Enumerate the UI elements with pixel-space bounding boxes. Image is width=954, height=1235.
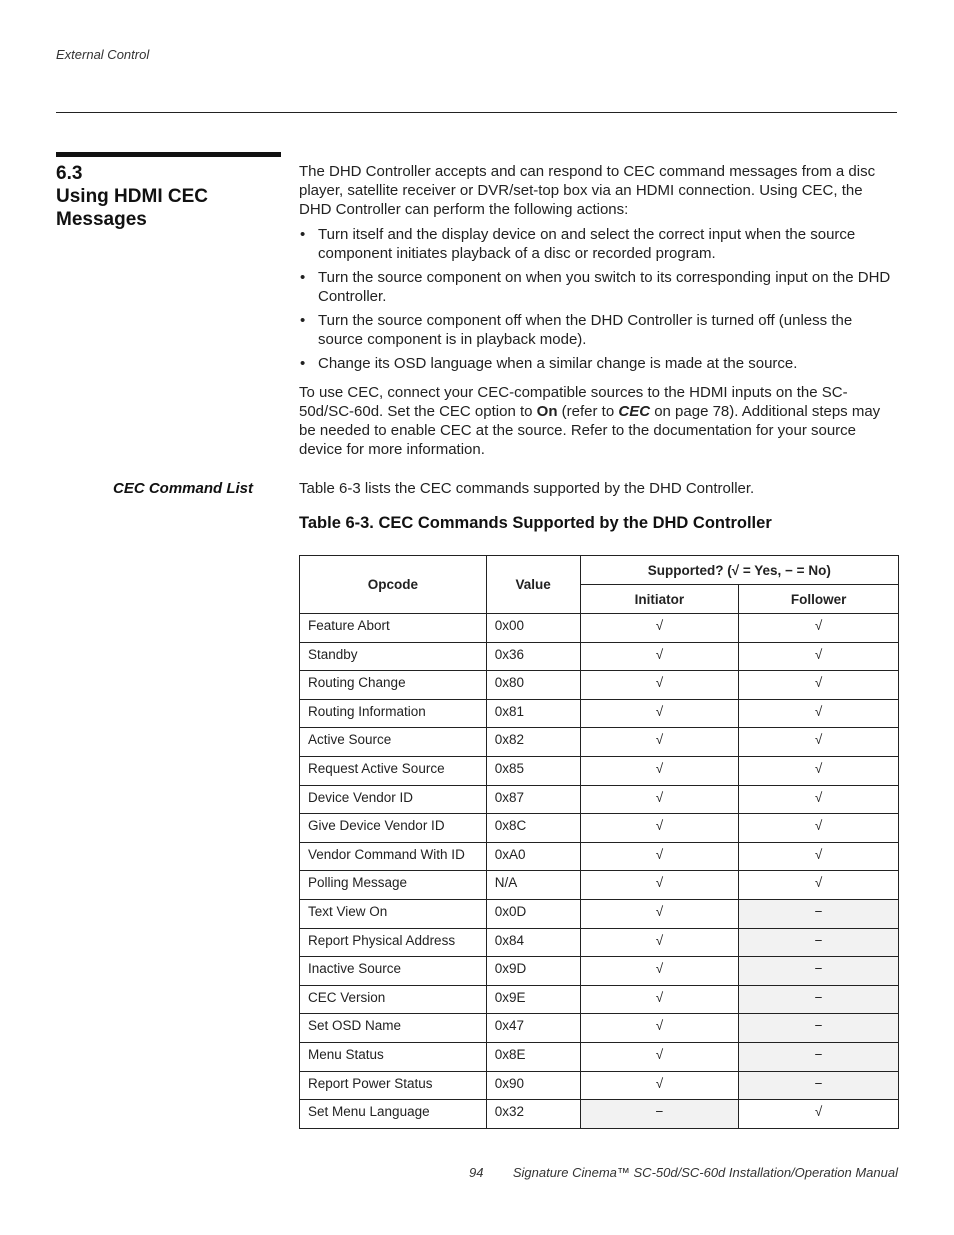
follower-cell: √ [739,756,899,785]
table-row [300,1014,899,1043]
opcode-cell: Request Active Source [300,756,487,785]
opcode-cell: Standby [300,642,487,671]
table-body [300,614,899,1129]
on-option: On [536,403,558,420]
cec-commands-table [299,555,899,1129]
initiator-cell: √ [580,899,739,928]
table-row [300,728,899,757]
initiator-cell: √ [580,1042,739,1071]
initiator-header: Initiator [580,585,739,614]
table-row [300,985,899,1014]
initiator-cell: √ [580,1014,739,1043]
header-divider [56,112,897,113]
table-row [300,614,899,643]
value-cell: 0x85 [486,756,580,785]
value-cell: 0x9D [486,957,580,986]
table-row [300,699,899,728]
table-row [300,1100,899,1129]
section-bar [56,152,281,157]
initiator-cell: √ [580,871,739,900]
cec-command-list-heading: CEC Command List [112,480,253,497]
section-title-line2: Messages [56,209,147,230]
initiator-cell: √ [580,814,739,843]
follower-cell: √ [739,814,899,843]
action-list [299,225,899,373]
initiator-cell: √ [580,1071,739,1100]
table-row [300,1042,899,1071]
value-cell: 0x90 [486,1071,580,1100]
opcode-cell: Menu Status [300,1042,487,1071]
opcode-cell: Active Source [300,728,487,757]
opcode-cell: Device Vendor ID [300,785,487,814]
table-row [300,871,899,900]
value-cell: 0x81 [486,699,580,728]
table-row [300,756,899,785]
opcode-cell: Routing Information [300,699,487,728]
initiator-cell: √ [580,842,739,871]
table-row [300,642,899,671]
follower-cell: − [739,899,899,928]
initiator-cell: √ [580,614,739,643]
opcode-cell: Polling Message [300,871,487,900]
value-cell: 0x80 [486,671,580,700]
follower-cell: √ [739,614,899,643]
manual-title: Signature Cinema™ SC-50d/SC-60d Installation/Operation Manual [512,1165,898,1180]
follower-cell: √ [739,699,899,728]
section-title-line1: Using HDMI CEC [56,186,208,207]
section-number: 6.3 [56,163,83,184]
follower-cell: − [739,928,899,957]
value-cell: 0xA0 [486,842,580,871]
initiator-cell: √ [580,985,739,1014]
value-cell: 0x84 [486,928,580,957]
section-heading [56,162,281,231]
table-intro: Table 6-3 lists the CEC commands supported by the DHD Controller. [299,480,755,497]
supported-header: Supported? (√ = Yes, − = No) [580,556,898,585]
cec-para-text: on page 78). Additional steps may be needed to enable CEC at the source. Refer to the documentation for your source device for more information. [299,403,881,458]
value-cell: 0x8E [486,1042,580,1071]
initiator-cell: √ [580,756,739,785]
follower-cell: √ [739,671,899,700]
running-header: External Control [56,47,150,62]
table-row [300,842,899,871]
table-caption: Table 6-3. CEC Commands Supported by the DHD Controller [299,514,772,532]
follower-cell: − [739,957,899,986]
cec-para-text: (refer to [557,403,619,420]
initiator-cell: √ [580,928,739,957]
value-header: Value [486,556,580,614]
initiator-cell: √ [580,642,739,671]
opcode-cell: Vendor Command With ID [300,842,487,871]
value-cell: 0x9E [486,985,580,1014]
follower-cell: − [739,1071,899,1100]
value-cell: 0x32 [486,1100,580,1129]
intro-paragraph: The DHD Controller accepts and can respond to CEC command messages from a disc player, satellite receiver or DVR/set-top box via an HDMI connection. Using CEC, the DHD Controller can perform the following actions: [299,163,876,218]
initiator-cell: √ [580,671,739,700]
page-number: 94 [469,1165,484,1180]
follower-header: Follower [739,585,899,614]
opcode-cell: Inactive Source [300,957,487,986]
value-cell: 0x8C [486,814,580,843]
body-column [299,162,899,459]
opcode-cell: Text View On [300,899,487,928]
value-cell: 0x0D [486,899,580,928]
follower-cell: √ [739,871,899,900]
follower-cell: √ [739,642,899,671]
value-cell: 0x47 [486,1014,580,1043]
list-item: • Turn the source component on when you switch to its corresponding input on the DHD Controller. [299,268,899,306]
initiator-cell: √ [580,957,739,986]
follower-cell: √ [739,842,899,871]
follower-cell: − [739,1042,899,1071]
opcode-cell: Set Menu Language [300,1100,487,1129]
list-item: • Turn itself and the display device on and select the correct input when the source component initiates playback of a disc or recorded program. [299,225,899,263]
table-row [300,1071,899,1100]
value-cell: 0x36 [486,642,580,671]
value-cell: N/A [486,871,580,900]
follower-cell: √ [739,728,899,757]
initiator-cell: √ [580,699,739,728]
follower-cell: √ [739,785,899,814]
list-item: • Change its OSD language when a similar change is made at the source. [299,354,899,373]
table-row [300,814,899,843]
opcode-cell: Give Device Vendor ID [300,814,487,843]
table-row [300,899,899,928]
opcode-header: Opcode [300,556,487,614]
initiator-cell: √ [580,728,739,757]
value-cell: 0x00 [486,614,580,643]
list-item: • Turn the source component off when the DHD Controller is turned off (unless the source component is in playback mode). [299,311,899,349]
opcode-cell: CEC Version [300,985,487,1014]
cec-setup-paragraph [299,383,899,459]
opcode-cell: Feature Abort [300,614,487,643]
table-row [300,671,899,700]
table-row [300,957,899,986]
initiator-cell: √ [580,785,739,814]
follower-cell: − [739,1014,899,1043]
follower-cell: √ [739,1100,899,1129]
value-cell: 0x87 [486,785,580,814]
follower-cell: − [739,985,899,1014]
value-cell: 0x82 [486,728,580,757]
table-row [300,785,899,814]
opcode-cell: Report Power Status [300,1071,487,1100]
cec-reference-link[interactable]: CEC [618,403,651,420]
cec-para-text: To use CEC, connect your CEC-compatible sources to the HDMI inputs on the SC-50d/SC-60d. Set the CEC option to [299,384,848,420]
opcode-cell: Routing Change [300,671,487,700]
opcode-cell: Set OSD Name [300,1014,487,1043]
initiator-cell: − [580,1100,739,1129]
opcode-cell: Report Physical Address [300,928,487,957]
table-row [300,928,899,957]
